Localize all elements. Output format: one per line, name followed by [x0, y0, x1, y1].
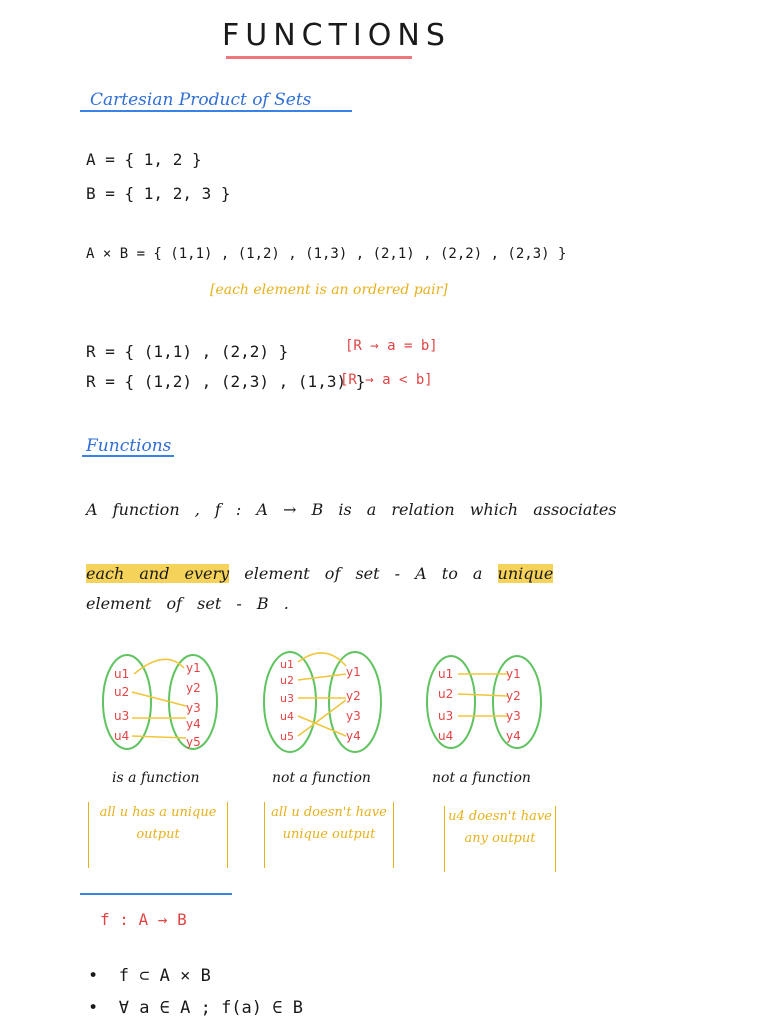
domain-label: u1 — [280, 658, 294, 671]
bullet-forall-text: ∀ a ∈ A ; f(a) ∈ B — [118, 998, 303, 1018]
highlight-unique: unique — [497, 564, 554, 583]
relation-less: R = { (1,2) , (2,3) , (1,3) } — [86, 372, 366, 391]
codomain-label: y3 — [506, 709, 521, 723]
bullet-subset: • f ⊂ A × B — [88, 966, 211, 986]
domain-label: u2 — [280, 674, 294, 687]
domain-label: u2 — [438, 687, 454, 701]
highlight-each-every: each and every — [86, 564, 230, 583]
relation-equal-note: [R → a = b] — [345, 338, 438, 354]
bullet-subset-text: f ⊂ A × B — [118, 966, 211, 986]
codomain-label: y1 — [186, 661, 201, 675]
codomain-label: y2 — [346, 689, 361, 703]
definition-line-1: A function , f : A → B is a relation which associates — [86, 500, 617, 519]
relation-less-note: [R → a < b] — [340, 372, 433, 388]
codomain-label: y2 — [506, 689, 521, 703]
domain-label: u4 — [280, 710, 294, 723]
domain-label: u5 — [280, 730, 294, 743]
diagram-not-function-1 — [264, 652, 381, 752]
relation-equal: R = { (1,1) , (2,2) } — [86, 342, 289, 361]
domain-label: u4 — [438, 729, 454, 743]
diagram-is-function — [103, 655, 217, 749]
set-b: B = { 1, 2, 3 } — [86, 184, 231, 203]
arrow-2 — [132, 692, 186, 706]
codomain-label: y3 — [346, 709, 361, 723]
page-title: FUNCTIONS — [222, 18, 451, 53]
functions-underline — [82, 455, 174, 457]
arrow-2 — [458, 694, 508, 696]
caption-is-function: is a function — [112, 770, 200, 786]
codomain-label: y3 — [186, 701, 201, 715]
functions-heading: Functions — [86, 436, 172, 456]
domain-label: u3 — [438, 709, 454, 723]
title-underline — [226, 56, 412, 59]
arrow-4 — [132, 736, 186, 738]
definition-line-2 — [86, 564, 553, 583]
domain-label: u2 — [114, 685, 130, 699]
arrow-5 — [298, 700, 346, 736]
diagram-not-function-2 — [427, 656, 541, 748]
definition-line-2-middle: element of set - A to a — [229, 564, 498, 583]
domain-label: u4 — [114, 729, 130, 743]
arrow-2 — [298, 674, 346, 680]
cartesian-heading: Cartesian Product of Sets — [90, 90, 312, 110]
cartesian-underline — [80, 110, 352, 112]
domain-label: u1 — [114, 667, 130, 681]
domain-label: u3 — [280, 692, 294, 705]
set-a: A = { 1, 2 } — [86, 150, 202, 169]
domain-label: u1 — [438, 667, 454, 681]
codomain-label: y4 — [186, 717, 201, 731]
codomain-label: y4 — [506, 729, 521, 743]
cartesian-product: A × B = { (1,1) , (1,2) , (1,3) , (2,1) , (2,2) , (2,3) } — [86, 246, 567, 262]
codomain-label: y2 — [186, 681, 201, 695]
bullet-forall: • ∀ a ∈ A ; f(a) ∈ B — [88, 998, 303, 1018]
note-is-function: all u has a unique output — [88, 802, 228, 868]
codomain-label: y1 — [506, 667, 521, 681]
mapping-diagrams — [0, 640, 768, 760]
mapping-f-a-b: f : A → B — [100, 910, 187, 929]
note-not-function-1: all u doesn't have unique output — [264, 802, 394, 868]
codomain-label: y4 — [346, 729, 361, 743]
definition-line-3: element of set - B . — [86, 594, 289, 613]
caption-not-function-2: not a function — [432, 770, 531, 786]
product-note: [each element is an ordered pair] — [210, 282, 448, 298]
codomain-label: y1 — [346, 665, 361, 679]
section-divider — [80, 893, 232, 895]
note-not-function-2: u4 doesn't have any output — [444, 806, 556, 872]
caption-not-function-1: not a function — [272, 770, 371, 786]
codomain-label: y5 — [186, 735, 201, 749]
domain-label: u3 — [114, 709, 130, 723]
arrow-4 — [298, 716, 346, 736]
